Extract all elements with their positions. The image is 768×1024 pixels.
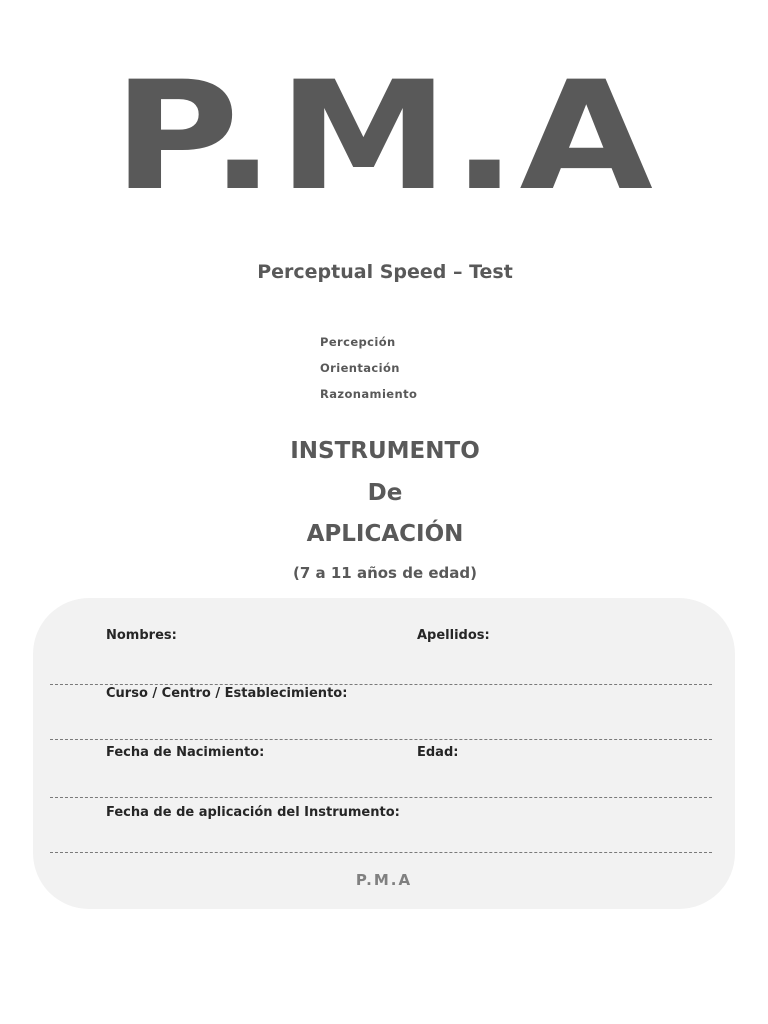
test-subtitle: Perceptual Speed – Test	[257, 261, 513, 283]
application-date-line[interactable]	[50, 852, 712, 853]
names-line[interactable]	[50, 684, 712, 685]
school-field-label: Curso / Centro / Establecimiento:	[106, 686, 348, 701]
heading-de: De	[367, 480, 403, 506]
heading-instrumento: INSTRUMENTO	[290, 438, 480, 464]
skills-list	[320, 334, 417, 412]
student-info-form	[33, 598, 735, 909]
application-date-field-label: Fecha de de aplicación del Instrumento:	[106, 805, 400, 820]
birthdate-line[interactable]	[50, 797, 712, 798]
pma-logo-title: P.M.A	[112, 50, 656, 224]
surnames-field-label: Apellidos:	[417, 628, 490, 643]
heading-aplicacion: APLICACIÓN	[306, 521, 464, 547]
age-range: (7 a 11 años de edad)	[293, 564, 477, 582]
age-field-label: Edad:	[417, 745, 459, 760]
names-field-label: Nombres:	[106, 628, 177, 643]
skill-item: Razonamiento	[320, 387, 418, 401]
school-line[interactable]	[50, 739, 712, 740]
birthdate-field-label: Fecha de Nacimiento:	[106, 745, 265, 760]
skill-item: Orientación	[320, 361, 400, 375]
skill-item: Percepción	[320, 335, 396, 349]
footer-pma-logo: P.M.A	[355, 871, 413, 889]
